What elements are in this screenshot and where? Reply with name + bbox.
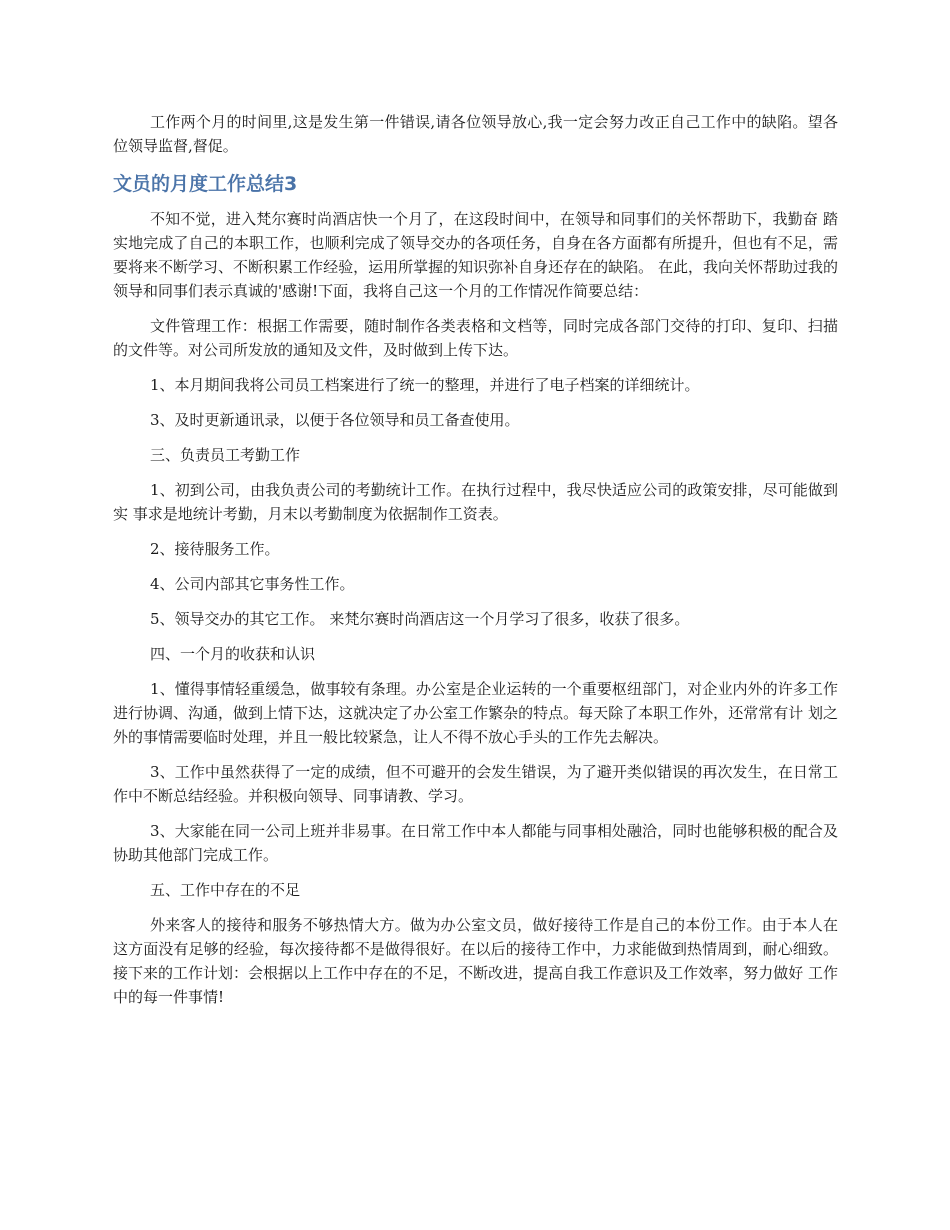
body-paragraph: 不知不觉，进入梵尔赛时尚酒店快一个月了，在这段时间中，在领导和同事们的关怀帮助下，我勤奋 踏实地完成了自己的本职工作，也顺利完成了领导交办的各项任务，自身在各方面都有所提升，但也有不足，需要将来不断学习、不断积累工作经验，运用所掌握的知识弥补自身还存在的缺陷。 在此，我向关怀帮助过我的领导和同事们表示真诚的'感谢!下面，我将自己这一个月的工作情况作简要总结： bbox=[113, 210, 838, 300]
body-paragraph: 3、大家能在同一公司上班并非易事。在日常工作中本人都能与同事相处融洽，同时也能够积极的配合及 协助其他部门完成工作。 bbox=[113, 822, 838, 864]
subsection-heading: 五、工作中存在的不足 bbox=[150, 881, 301, 899]
body-paragraph: 4、公司内部其它事务性工作。 bbox=[150, 575, 355, 593]
body-paragraph: 2、接待服务工作。 bbox=[150, 540, 280, 558]
body-paragraph: 3、及时更新通讯录，以便于各位领导和员工备查使用。 bbox=[150, 411, 520, 429]
body-paragraph: 外来客人的接待和服务不够热情大方。做为办公室文员，做好接待工作是自己的本份工作。由于本人在 这方面没有足够的经验，每次接待都不是做得很好。在以后的接待工作中，力求能做到热情周到，耐心细致。 接下来的工作计划：会根据以上工作中存在的不足，不断改进，提高自我工作意识及工作效率，努力做好 工作中的每一件事情! bbox=[113, 916, 838, 1006]
body-paragraph: 5、领导交办的其它工作。 来梵尔赛时尚酒店这一个月学习了很多，收获了很多。 bbox=[150, 610, 690, 628]
body-paragraph: 1、本月期间我将公司员工档案进行了统一的整理，并进行了电子档案的详细统计。 bbox=[150, 376, 700, 394]
body-paragraph: 1、懂得事情轻重缓急，做事较有条理。办公室是企业运转的一个重要枢纽部门，对企业内外的许多工作 进行协调、沟通，做到上情下达，这就决定了办公室工作繁杂的特点。每天除了本职工作外，还常常有计 划之外的事情需要临时处理，并且一般比较紧急，让人不得不放心手头的工作先去解决。 bbox=[113, 680, 838, 746]
subsection-heading: 四、一个月的收获和认识 bbox=[150, 645, 316, 663]
body-paragraph: 文件管理工作：根据工作需要，随时制作各类表格和文档等，同时完成各部门交待的打印、复印、扫描 的文件等。对公司所发放的通知及文件，及时做到上传下达。 bbox=[113, 317, 838, 359]
intro-paragraph: 工作两个月的时间里,这是发生第一件错误,请各位领导放心,我一定会努力改正自己工作中的缺陷。望各位领导监督,督促。 bbox=[113, 113, 838, 155]
body-paragraph: 3、工作中虽然获得了一定的成绩，但不可避开的会发生错误，为了避开类似错误的再次发生，在日常工 作中不断总结经验。并积极向领导、同事请教、学习。 bbox=[113, 763, 838, 805]
body-paragraph: 1、初到公司，由我负责公司的考勤统计工作。在执行过程中，我尽快适应公司的政策安排，尽可能做到实 事求是地统计考勤，月末以考勤制度为依据制作工资表。 bbox=[113, 481, 838, 523]
subsection-heading: 三、负责员工考勤工作 bbox=[150, 446, 301, 464]
document-page bbox=[113, 110, 838, 1020]
section-title: 文员的月度工作总结3 bbox=[113, 173, 298, 195]
